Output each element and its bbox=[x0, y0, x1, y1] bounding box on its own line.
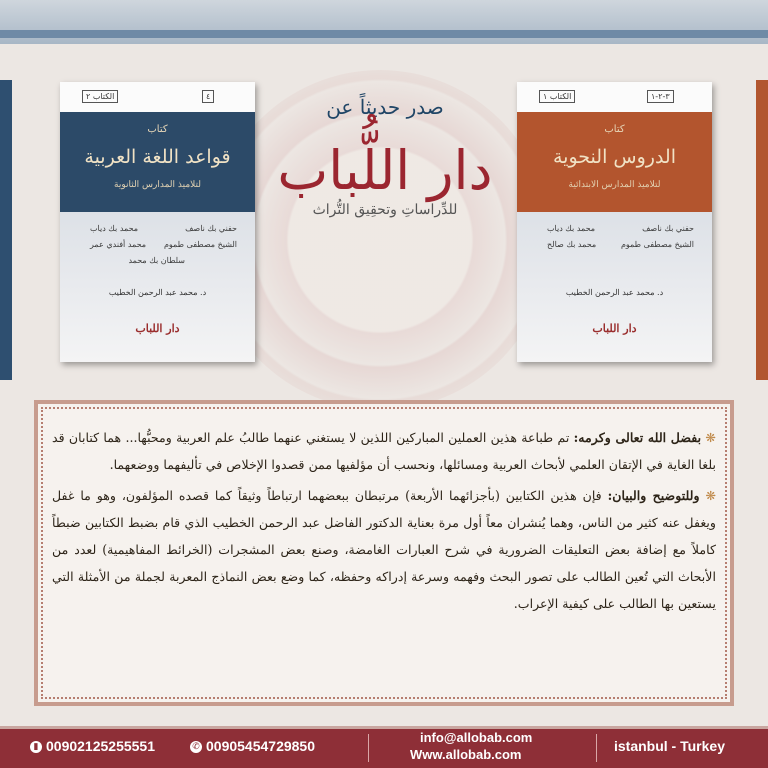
star-icon: ❋ bbox=[701, 430, 716, 445]
book-subtitle: لتلاميذ المدارس الابتدائية bbox=[568, 180, 661, 190]
paragraph-lead: وللتوضيح والبيان: bbox=[607, 488, 700, 503]
book-author: محمد بك صالح bbox=[547, 240, 597, 249]
title-panel bbox=[517, 112, 712, 212]
book-publisher: دار اللباب bbox=[135, 322, 180, 335]
book-author: حفني بك ناصف bbox=[642, 224, 694, 233]
paragraph-1 bbox=[52, 424, 716, 478]
book-editor: د. محمد عبد الرحمن الخطيب bbox=[565, 288, 664, 297]
book-cover-right bbox=[517, 82, 712, 362]
book-small-title: كتاب bbox=[604, 124, 625, 135]
publisher-tagline: للدِّراساتِ وتحقِيق التُّراث bbox=[312, 202, 458, 219]
book-author: محمد بك دياب bbox=[90, 224, 139, 233]
book-lower-area bbox=[60, 212, 255, 362]
book-header bbox=[517, 82, 712, 113]
left-accent-bar bbox=[0, 80, 12, 380]
paragraph-lead: بفضل الله تعالى وكرمه: bbox=[573, 430, 702, 445]
website-link[interactable]: Www.allobab.com bbox=[410, 747, 522, 762]
phone-number-1[interactable]: 00902125255551 bbox=[46, 738, 156, 754]
contact-footer bbox=[0, 726, 768, 768]
book-title: الدروس النحوية bbox=[553, 146, 676, 168]
book-subtitle: لتلاميذ المدارس الثانوية bbox=[114, 180, 201, 190]
book-publisher: دار اللباب bbox=[592, 322, 637, 335]
phone-number-2[interactable]: 00905454729850 bbox=[206, 738, 316, 754]
right-accent-bar bbox=[756, 80, 768, 380]
paragraph-text: فإن هذين الكتابين (بأجزائهما الأربعة) مرتبطان ببعضهما ارتباطاً وثيقاً كما قصده المؤلفون، وهو ما غفل ويغفل عنه كثير من الناس، وهما يُنشران معاً أول مرة بعناية الدكتور الفاضل عبد الرحمن الخطيب الذي قام بضبط الكتابين ضبطاً كاملاً مع إضافة بعض التعليقات الضرورية في شرح العبارات الغامضة، وصنع بعض المشجرات (الخرائط المفاهيمية) لعدد من الأبحاث التي تُعين الطالب على تصور البحث وفهمه وسرعة إدراكه وحفظه، كما وضع بعض النماذج المعربة لجملة من الأمثلة التي يستعين بها الطالب على كيفية الإعراب. bbox=[52, 488, 716, 611]
email-link[interactable]: info@allobab.com bbox=[420, 730, 533, 745]
book-author: حفني بك ناصف bbox=[185, 224, 237, 233]
book-editor: د. محمد عبد الرحمن الخطيب bbox=[108, 288, 207, 297]
publisher-logo-block bbox=[270, 95, 500, 218]
book-cover-left bbox=[60, 82, 255, 362]
title-panel bbox=[60, 112, 255, 212]
divider bbox=[596, 734, 597, 762]
star-icon: ❋ bbox=[699, 488, 717, 503]
book-author: محمد بك دياب bbox=[547, 224, 596, 233]
footer-band bbox=[0, 726, 768, 729]
divider bbox=[368, 734, 369, 762]
mobile-phone-icon: ▮ bbox=[30, 741, 42, 753]
publisher-logo: دار اللُّباب bbox=[277, 139, 493, 202]
book-title: قواعد اللغة العربية bbox=[84, 146, 231, 168]
book-author: محمد أفندي عمر bbox=[90, 240, 147, 249]
volume-tag: ٤ bbox=[202, 90, 214, 103]
top-banner bbox=[0, 0, 768, 44]
book-small-title: كتاب bbox=[147, 124, 168, 135]
paragraph-text: تم طباعة هذين العملين المباركين اللذين لا يستغني عنهما طالبُ علم العربية ومحبُّها... هما كتابان قد بلغا الغاية في الإتقان العلمي لأبحاث العربية ومسائلها، ونحسب أن مؤلفيها ممن قصدوا الإخلاص في تأليفهما ووضعهما. bbox=[52, 430, 716, 472]
book-header bbox=[60, 82, 255, 113]
book-lower-area bbox=[517, 212, 712, 362]
paragraph-2 bbox=[52, 482, 716, 617]
book-author: الشيخ مصطفى طموم bbox=[163, 240, 237, 249]
book-author: سلطان بك محمد bbox=[128, 256, 185, 265]
header-label: صدر حديثاً عن bbox=[326, 95, 444, 119]
location-text: istanbul - Turkey bbox=[614, 738, 725, 754]
phone-icon: ✆ bbox=[190, 741, 202, 753]
description-text bbox=[52, 424, 716, 617]
series-tag: الكتاب ١ bbox=[539, 90, 575, 103]
series-tag: الكتاب ٢ bbox=[82, 90, 118, 103]
description-box bbox=[34, 400, 734, 706]
volume-tag: ٣-٢-١ bbox=[647, 90, 674, 103]
book-author: الشيخ مصطفى طموم bbox=[620, 240, 694, 249]
